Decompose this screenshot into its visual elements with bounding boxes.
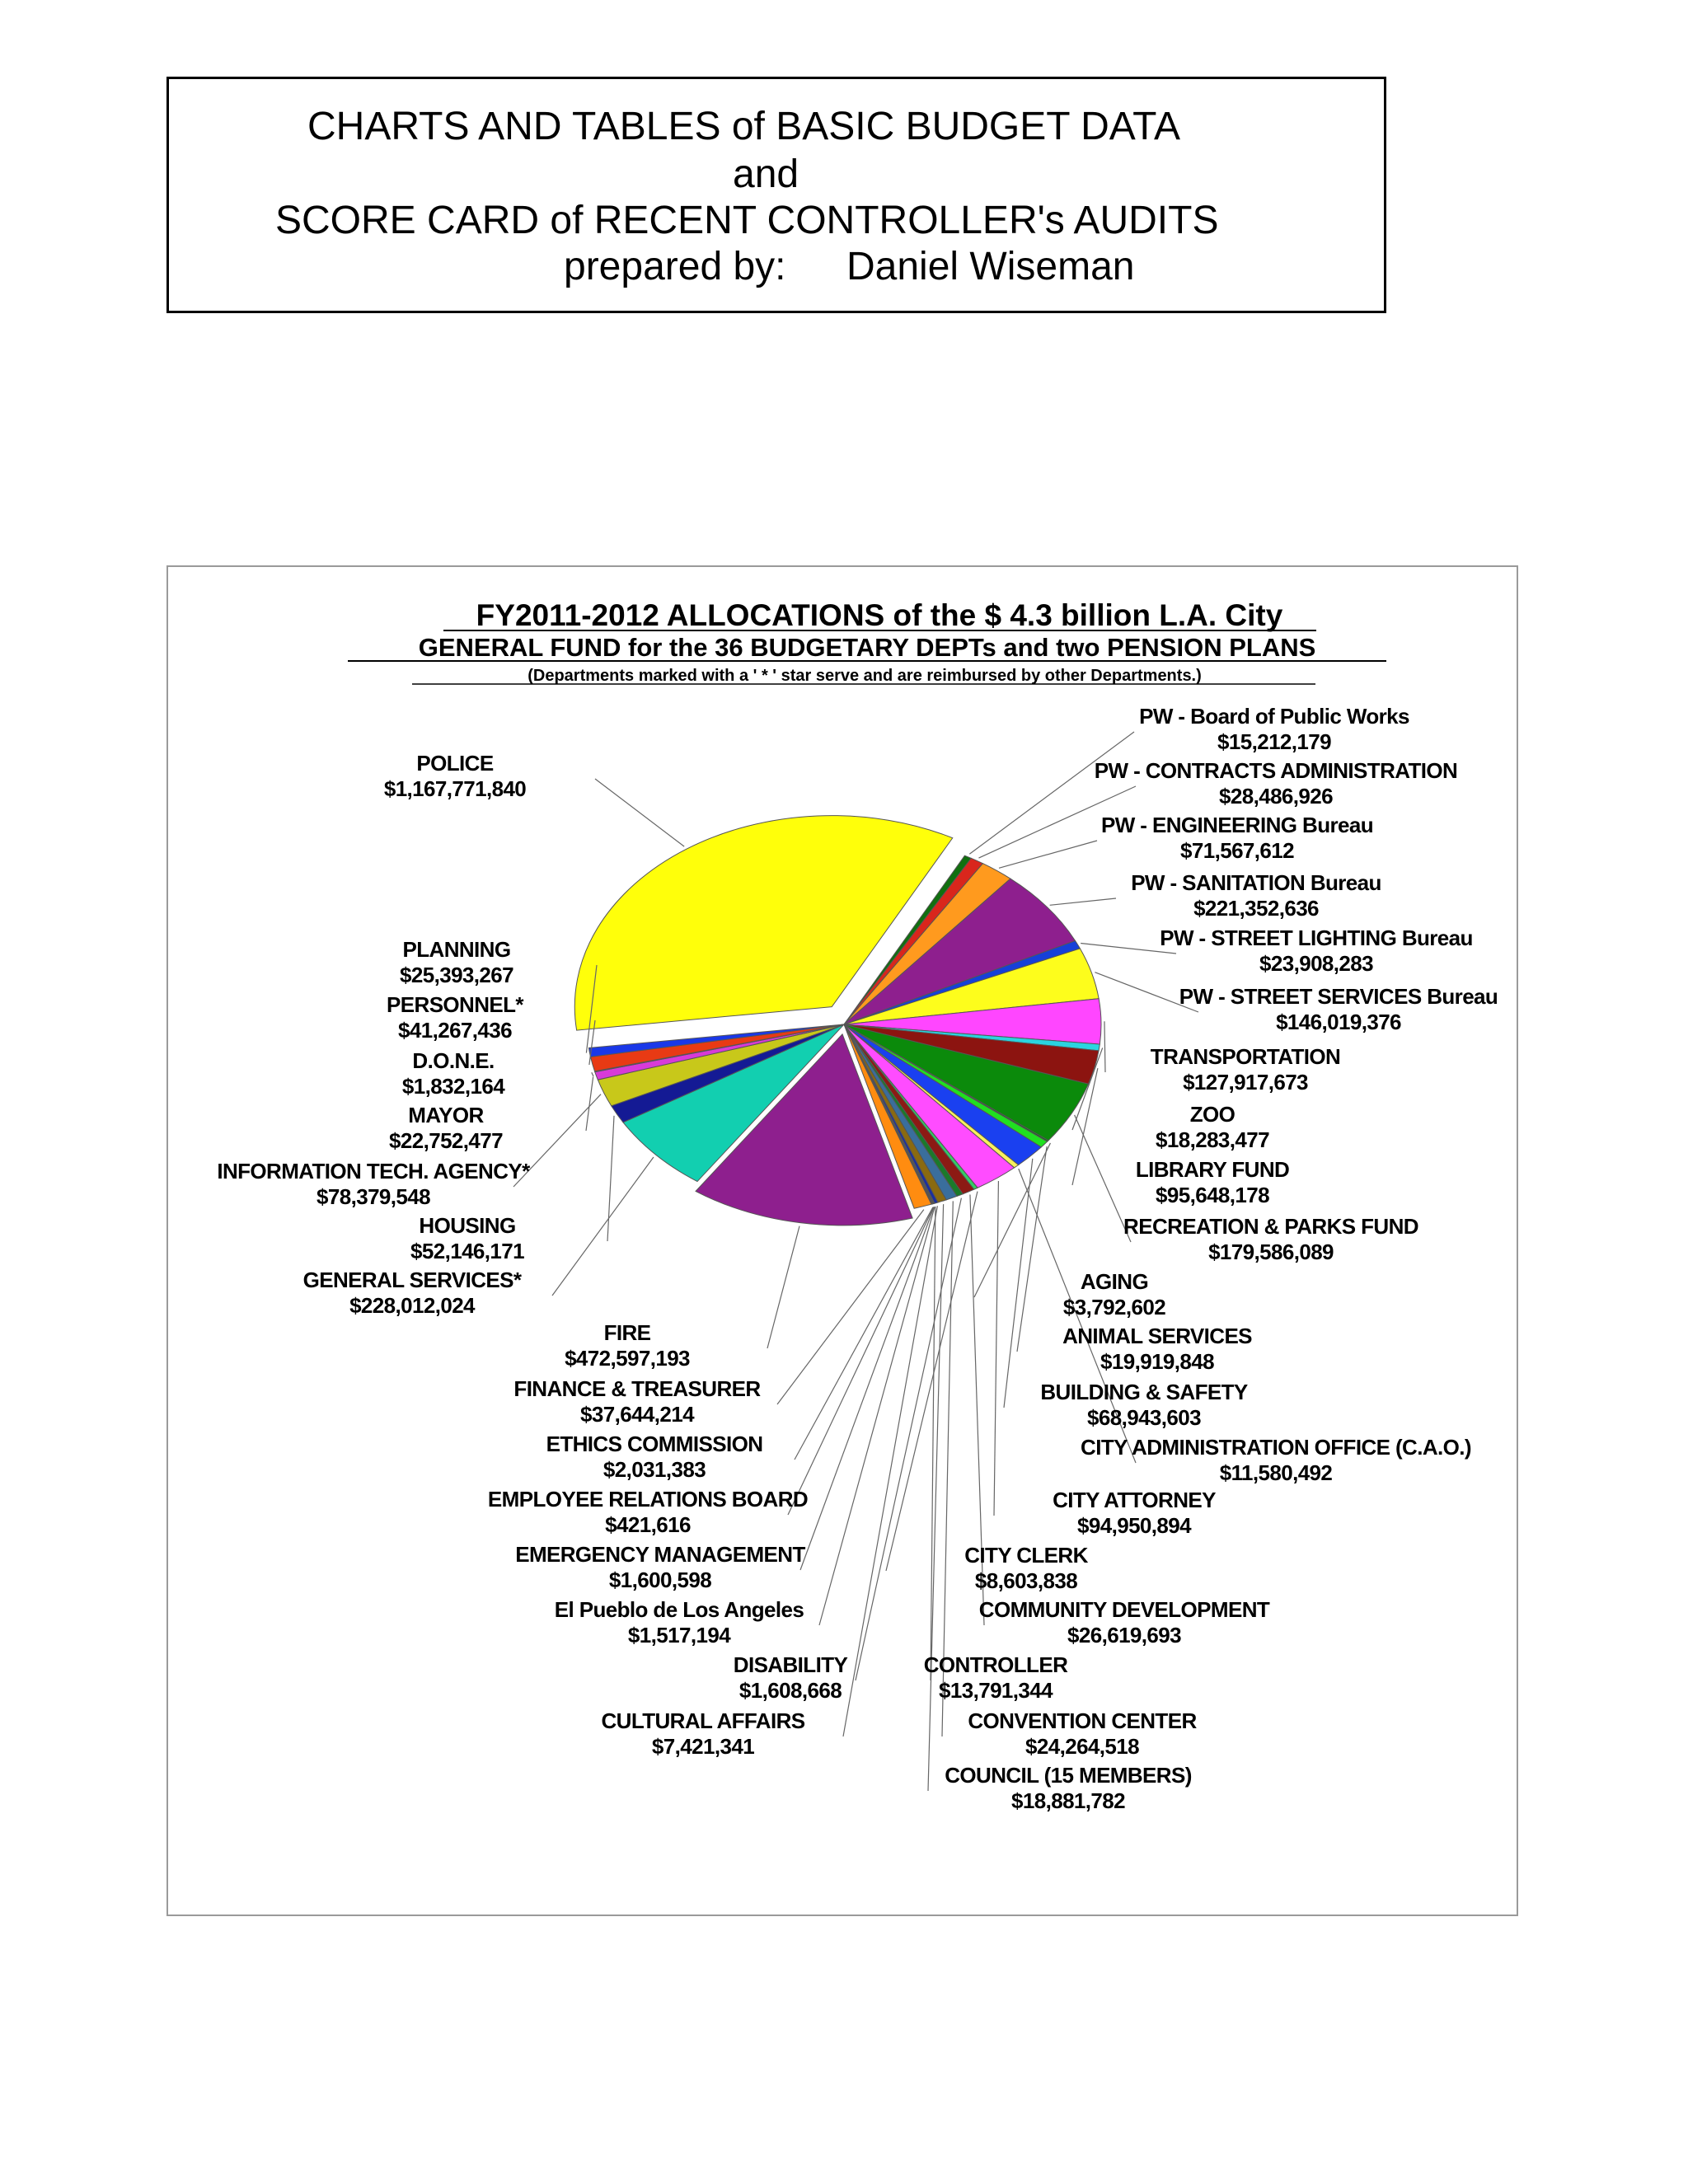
- slice-label-name: COUNCIL (15 MEMBERS): [945, 1763, 1192, 1788]
- leader-line: [1004, 1159, 1033, 1408]
- slice-label-value: $472,597,193: [565, 1346, 690, 1371]
- slice-label-value: $41,267,436: [398, 1018, 512, 1043]
- slice-label-value: $78,379,548: [316, 1184, 430, 1209]
- slice-label-name: CULTURAL AFFAIRS: [601, 1708, 805, 1733]
- slice-label-value: $1,600,598: [608, 1568, 712, 1592]
- slice-label: [515, 1542, 805, 1592]
- slice-label: [400, 937, 513, 987]
- chart-frame: [166, 565, 1518, 1916]
- slice-label-name: TRANSPORTATION: [1150, 1044, 1341, 1069]
- slice-label-value: $22,752,477: [389, 1128, 503, 1153]
- slice-label: [1062, 1324, 1252, 1374]
- slice-label-name: PW - CONTRACTS ADMINISTRATION: [1094, 758, 1458, 783]
- slice-label-name: POLICE: [416, 751, 494, 776]
- slice-label-value: $68,943,603: [1087, 1405, 1201, 1430]
- slice-label: [565, 1320, 690, 1371]
- slice-label-value: $37,644,214: [580, 1402, 694, 1427]
- slice-label-name: GENERAL SERVICES*: [302, 1268, 522, 1292]
- slice-label: [601, 1708, 804, 1759]
- slice-label: [1081, 1435, 1471, 1485]
- slice-label-value: $28,486,926: [1219, 784, 1333, 808]
- leader-line: [994, 1181, 998, 1516]
- leader-line: [592, 1072, 593, 1076]
- slice-label-name: AGING: [1080, 1269, 1149, 1294]
- slice-label: [1179, 984, 1498, 1034]
- slice-label-name: CONVENTION CENTER: [968, 1708, 1197, 1733]
- slice-label-name: PW - ENGINEERING Bureau: [1100, 813, 1374, 837]
- leader-line: [819, 1207, 935, 1625]
- slice-label-value: $1,608,668: [738, 1678, 842, 1703]
- slice-label-value: $2,031,383: [603, 1457, 706, 1482]
- leader-line: [1050, 898, 1116, 905]
- slice-label-name: RECREATION & PARKS FUND: [1123, 1214, 1418, 1239]
- slice-label-value: $94,950,894: [1077, 1513, 1191, 1538]
- slice-label: [979, 1597, 1270, 1647]
- slice-label-name: BUILDING & SAFETY: [1040, 1380, 1248, 1404]
- slice-label: [1151, 1044, 1340, 1094]
- slice-label-value: $11,580,492: [1219, 1460, 1333, 1485]
- slice-label-name: PW - STREET SERVICES Bureau: [1179, 984, 1498, 1009]
- slice-label: [968, 1708, 1197, 1759]
- header-prepared-by: prepared by:: [564, 245, 786, 288]
- leader-line: [607, 1116, 614, 1241]
- slice-label: [1139, 704, 1409, 754]
- leader-line: [552, 1157, 654, 1296]
- slice-label-value: $221,352,636: [1193, 896, 1319, 921]
- pie-slices: [574, 816, 1101, 1226]
- slice-label: [734, 1652, 848, 1703]
- slice-label-value: $421,616: [605, 1512, 691, 1537]
- leader-line: [1104, 1021, 1105, 1072]
- slice-label-value: $52,146,171: [410, 1239, 524, 1263]
- slice-label-value: $179,586,089: [1208, 1240, 1334, 1264]
- slice-label: [402, 1048, 505, 1099]
- slice-label-value: $127,917,673: [1183, 1070, 1308, 1094]
- slice-label: [1040, 1380, 1248, 1430]
- slice-label: [1131, 870, 1381, 921]
- slice-label-name: PW - STREET LIGHTING Bureau: [1160, 926, 1473, 950]
- slice-label: [1101, 813, 1373, 863]
- slice-label-value: $23,908,283: [1259, 951, 1373, 976]
- slice-label: [555, 1597, 804, 1647]
- chart-note: (Departments marked with a ' * ' star serve and are reimbursed by other Departments.): [528, 667, 1202, 685]
- slice-label-name: MAYOR: [408, 1103, 484, 1127]
- slice-label-name: FIRE: [603, 1320, 651, 1345]
- slice-label-name: PLANNING: [402, 937, 511, 962]
- slice-label-name: ANIMAL SERVICES: [1062, 1324, 1252, 1348]
- leader-line: [1075, 1115, 1131, 1242]
- slice-label-value: $3,792,602: [1062, 1295, 1166, 1319]
- slice-label-value: $8,603,838: [974, 1568, 1078, 1593]
- slice-label: [387, 992, 524, 1043]
- slice-label-name: PW - SANITATION Bureau: [1131, 870, 1381, 895]
- slice-label-name: PERSONNEL*: [387, 992, 523, 1017]
- slice-label: [217, 1159, 531, 1209]
- slice-label: [924, 1652, 1068, 1703]
- slice-label: [1136, 1157, 1289, 1207]
- header-author: Daniel Wiseman: [846, 245, 1135, 288]
- slice-label-name: DISABILITY: [733, 1652, 848, 1677]
- chart-subtitle: GENERAL FUND for the 36 BUDGETARY DEPTs and two PENSION PLANS: [418, 633, 1316, 662]
- slice-label-name: D.O.N.E.: [412, 1048, 495, 1073]
- slice-label: [1156, 1102, 1269, 1152]
- slice-label-value: $13,791,344: [939, 1678, 1053, 1703]
- slice-label-name: INFORMATION TECH. AGENCY*: [217, 1159, 530, 1183]
- leader-line: [800, 1207, 934, 1570]
- header-line-2: and: [733, 152, 799, 196]
- leader-line: [999, 841, 1097, 868]
- slice-label-value: $24,264,518: [1025, 1734, 1139, 1759]
- slice-label-value: $15,212,179: [1217, 729, 1331, 754]
- slice-label-value: $1,832,164: [401, 1074, 505, 1099]
- slice-label-value: $95,648,178: [1156, 1183, 1269, 1207]
- slice-label: [1053, 1488, 1216, 1538]
- slice-label: [945, 1763, 1192, 1813]
- slice-label: [1123, 1214, 1418, 1264]
- header-box: [166, 77, 1386, 313]
- slice-label-name: LIBRARY FUND: [1135, 1157, 1290, 1182]
- slice-label-name: ZOO: [1189, 1102, 1236, 1127]
- header-line-3: SCORE CARD of RECENT CONTROLLER's AUDITS: [275, 199, 1219, 242]
- slice-label-name: COMMUNITY DEVELOPMENT: [978, 1597, 1270, 1622]
- slice-label: [488, 1487, 808, 1537]
- slice-label-name: PW - Board of Public Works: [1139, 704, 1409, 729]
- slice-label-value: $19,919,848: [1100, 1349, 1214, 1374]
- slice-label-value: $1,167,771,840: [383, 776, 527, 801]
- slice-label: [1160, 926, 1473, 976]
- pie-chart: [168, 567, 1520, 1918]
- leader-line: [856, 1198, 961, 1680]
- slice-label: [384, 751, 526, 801]
- slice-label-value: $1,517,194: [627, 1623, 731, 1647]
- slice-label-name: EMPLOYEE RELATIONS BOARD: [487, 1487, 809, 1511]
- slice-label: [546, 1432, 763, 1482]
- slice-label-name: ETHICS COMMISSION: [546, 1432, 763, 1456]
- slice-label-value: $26,619,693: [1067, 1623, 1181, 1647]
- leader-line: [767, 1226, 799, 1348]
- slice-label: [964, 1543, 1088, 1593]
- slice-label: [303, 1268, 523, 1318]
- slice-label: [410, 1213, 524, 1263]
- slice-label-value: $71,567,612: [1180, 838, 1294, 863]
- slice-label-value: $228,012,024: [349, 1293, 475, 1318]
- chart-title: FY2011-2012 ALLOCATIONS of the $ 4.3 billion L.A. City: [476, 598, 1283, 632]
- leader-line: [595, 779, 684, 846]
- slice-label-value: $18,881,782: [1011, 1788, 1125, 1813]
- slice-label-name: CITY ADMINISTRATION OFFICE (C.A.O.): [1081, 1435, 1471, 1460]
- slice-label-name: HOUSING: [419, 1213, 516, 1238]
- header-line-1: CHARTS AND TABLES of BASIC BUDGET DATA: [307, 105, 1180, 148]
- slice-label-name: EMERGENCY MANAGEMENT: [515, 1542, 805, 1567]
- slice-label-name: CITY CLERK: [964, 1543, 1088, 1568]
- slice-label: [1095, 758, 1457, 808]
- slice-label-name: FINANCE & TREASURER: [513, 1376, 761, 1401]
- slice-label-name: El Pueblo de Los Angeles: [554, 1597, 804, 1622]
- slice-label-value: $7,421,341: [651, 1734, 755, 1759]
- slice-label: [1063, 1269, 1165, 1319]
- slice-label-value: $146,019,376: [1276, 1010, 1401, 1034]
- leader-line: [928, 1204, 944, 1791]
- leader-line: [777, 1210, 924, 1404]
- slice-label-name: CITY ATTORNEY: [1053, 1488, 1216, 1512]
- slice-label-value: $25,393,267: [400, 963, 513, 987]
- slice-label-name: CONTROLLER: [923, 1652, 1068, 1677]
- slice-label-value: $18,283,477: [1156, 1127, 1269, 1152]
- slice-label: [513, 1376, 761, 1427]
- slice-label: [389, 1103, 503, 1153]
